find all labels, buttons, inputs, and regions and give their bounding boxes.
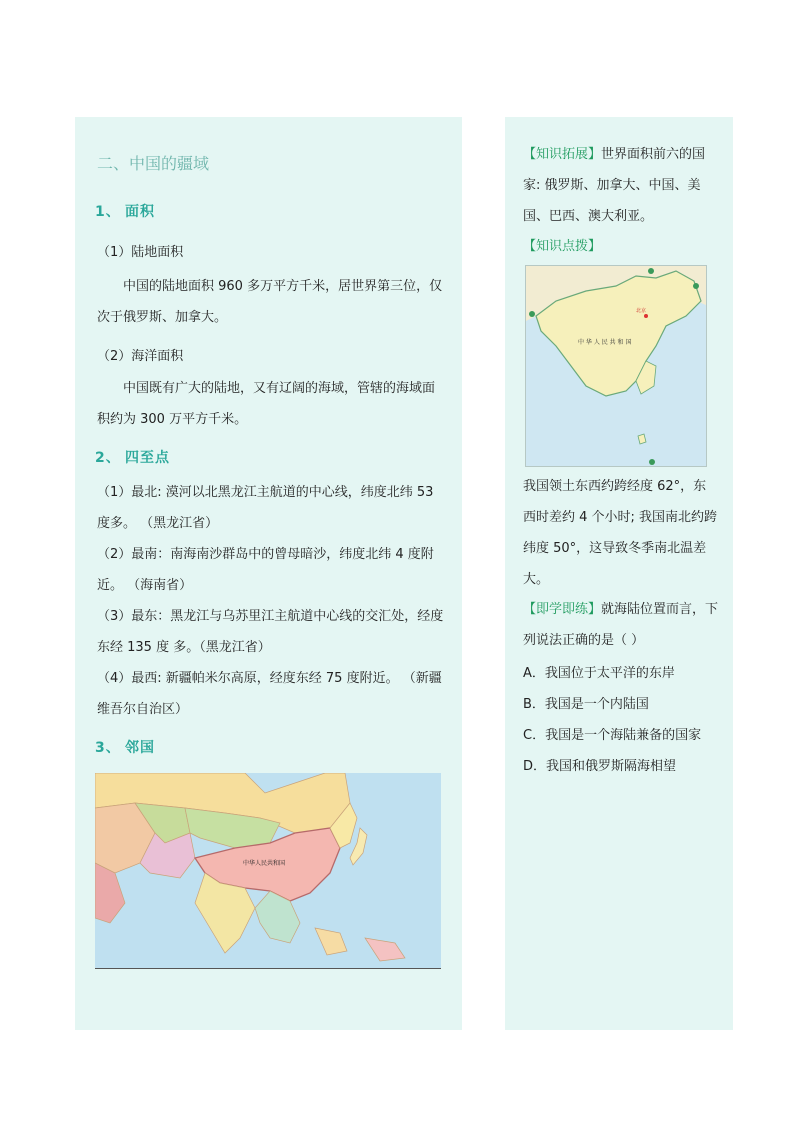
knowledge-expand-tag: 【知识拓展】 xyxy=(523,147,602,162)
option-c[interactable]: C．我国是一个海陆兼备的国家 xyxy=(523,728,702,743)
capital-label: 北京 xyxy=(636,308,647,314)
asia-neighbors-map xyxy=(95,773,441,969)
practice-tag: 【即学即练】 xyxy=(523,602,602,617)
land-area-text: 中国的陆地面积 960 多万平方千米，居世界第三位，仅次于俄罗斯、加拿大。 xyxy=(97,279,443,325)
land-area-title: （1）陆地面积 xyxy=(97,245,184,260)
neighbors-heading-text: 邻国 xyxy=(125,740,155,756)
option-b[interactable]: B．我国是一个内陆国 xyxy=(523,697,649,712)
china-label: 中华人民共和国 xyxy=(243,860,286,867)
china-map xyxy=(525,265,707,467)
practice-question-text: 就海陆位置而言，下列说法正确的是（ ） xyxy=(523,602,719,648)
knowledge-tips-text: 我国领土东西约跨经度 62°，东西时差约 4 个小时; 我国南北约跨纬度 50°，这导致冬季南北温差大。 xyxy=(523,479,718,587)
left-content-panel xyxy=(75,117,462,1030)
ocean-area-title: （2）海洋面积 xyxy=(97,349,184,364)
neighbors-heading xyxy=(95,737,155,757)
extremes-heading-text: 四至点 xyxy=(125,450,170,466)
asia-map-graphic xyxy=(95,773,441,969)
area-heading-number: 1、 xyxy=(95,204,121,220)
extreme-point-north: （1）最北: 漠河以北黑龙江主航道的中心线，纬度北纬 53 度多。 （黑龙江省） xyxy=(97,485,434,531)
knowledge-tips-tag: 【知识点拨】 xyxy=(523,239,602,254)
extremes-heading xyxy=(95,447,170,467)
china-map-graphic xyxy=(526,266,707,467)
area-heading-text: 面积 xyxy=(125,204,155,220)
option-d[interactable]: D．我国和俄罗斯隔海相望 xyxy=(523,759,677,774)
extreme-point-west: （4）最西: 新疆帕米尔高原，经度东经 75 度附近。 （新疆维吾尔自治区） xyxy=(97,671,442,717)
right-sidebar-panel xyxy=(505,117,733,1030)
neighbors-heading-number: 3、 xyxy=(95,740,121,756)
area-heading xyxy=(95,201,155,221)
extreme-point-east: （3）最东：黑龙江与乌苏里江主航道中心线的交汇处，经度东经 135 度 多。（黑龙江省） xyxy=(97,609,444,655)
section-title: 二、中国的疆域 xyxy=(97,154,210,173)
extremes-heading-number: 2、 xyxy=(95,450,121,466)
china-map-label: 中 华 人 民 共 和 国 xyxy=(578,339,632,346)
knowledge-expand xyxy=(523,139,719,232)
knowledge-tips-tag-row xyxy=(523,231,719,262)
extreme-point-south: （2）最南：南海南沙群岛中的曾母暗沙，纬度北纬 4 度附近。 （海南省） xyxy=(97,547,434,593)
knowledge-expand-text: 世界面积前六的国家: 俄罗斯、加拿大、中国、美国、巴西、澳大利亚。 xyxy=(523,147,706,224)
option-a[interactable]: A．我国位于太平洋的东岸 xyxy=(523,666,675,681)
practice-question xyxy=(523,594,719,656)
ocean-area-text: 中国既有广大的陆地，又有辽阔的海域，管辖的海域面积约为 300 万平方千米。 xyxy=(97,381,436,427)
